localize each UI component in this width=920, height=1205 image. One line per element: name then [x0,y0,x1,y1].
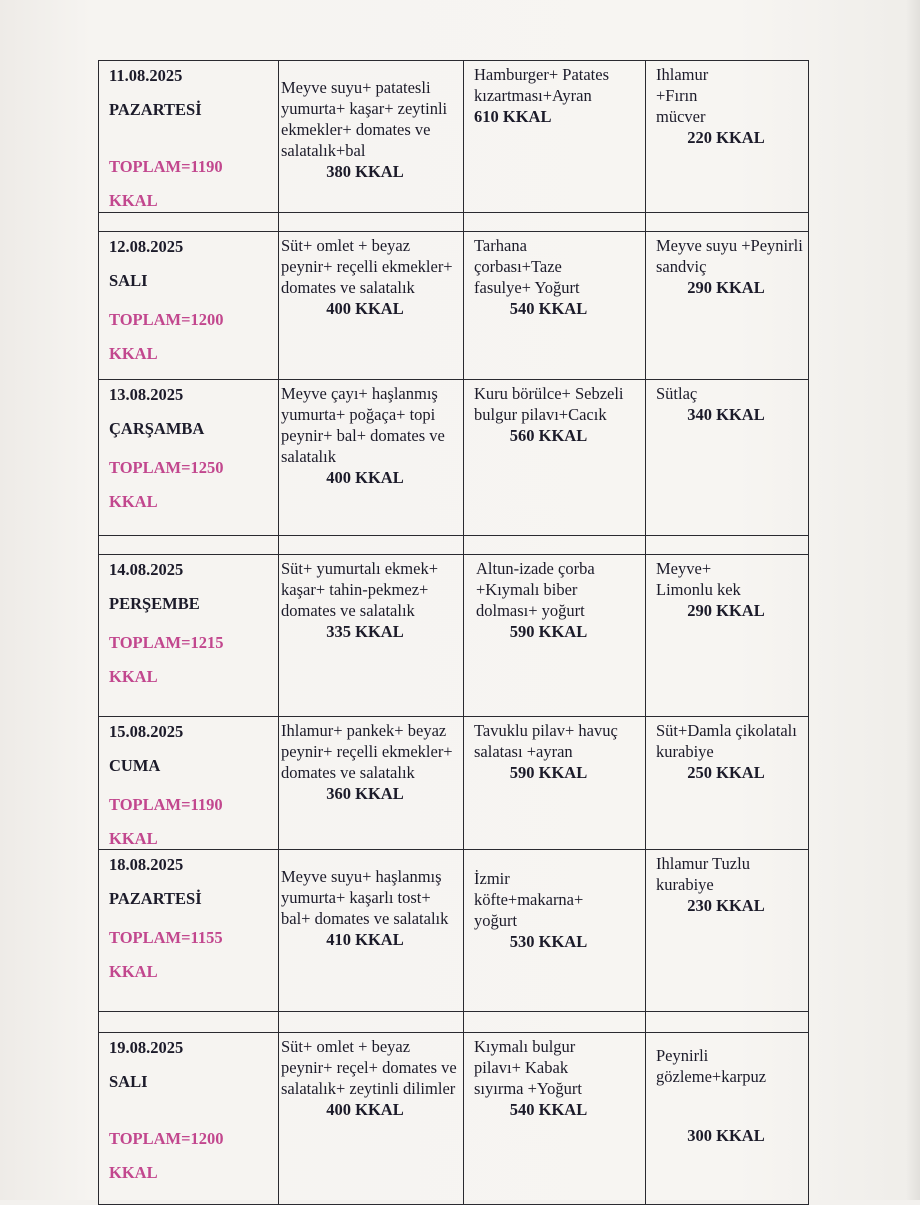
lunch-kcal: 540 KKAL [509,1100,588,1119]
snack-cell [646,61,809,213]
day-date: 14.08.2025 [109,560,184,579]
day-total: TOPLAM=1190 [109,157,223,176]
day-name: CUMA [109,756,161,775]
table-row [99,717,809,850]
day-cell [99,850,279,1012]
day-total: TOPLAM=1200 [109,1129,224,1148]
lunch-cell [464,717,646,850]
spacer-row [99,213,809,232]
lunch-kcal: 610 KKAL [474,107,552,126]
snack-text: Ihlamur +Fırın mücver [656,65,709,126]
day-total-unit: KKAL [109,492,158,511]
snack-text: Peynirli gözleme+karpuz [656,1046,767,1086]
breakfast-text: Meyve çayı+ haşlanmış yumurta+ poğaça+ topi peynir+ bal+ domates ve salatalık [281,384,445,466]
lunch-text: Hamburger+ Patates kızartması+Ayran [474,65,610,105]
snack-kcal: 340 KKAL [687,405,765,424]
meal-plan-table [98,60,809,1205]
lunch-kcal: 530 KKAL [509,932,588,951]
day-total: TOPLAM=1250 [109,458,224,477]
day-total: TOPLAM=1190 [109,795,223,814]
breakfast-text: Meyve suyu+ patatesli yumurta+ kaşar+ zeytinli ekmekler+ domates ve salatalık+bal [281,78,448,160]
day-date: 15.08.2025 [109,722,184,741]
breakfast-cell [279,1033,464,1205]
breakfast-text: Ihlamur+ pankek+ beyaz peynir+ reçelli ekmekler+ domates ve salatalık [281,721,453,782]
lunch-kcal: 540 KKAL [509,299,588,318]
breakfast-kcal: 400 KKAL [326,299,404,318]
snack-kcal: 230 KKAL [687,896,765,915]
breakfast-text: Meyve suyu+ haşlanmış yumurta+ kaşarlı tost+ bal+ domates ve salatalık [281,867,449,928]
day-total-unit: KKAL [109,667,158,686]
day-total-unit: KKAL [109,1163,158,1182]
lunch-kcal: 590 KKAL [509,763,588,782]
day-cell [99,1033,279,1205]
snack-kcal: 290 KKAL [687,601,765,620]
table-row [99,850,809,1012]
breakfast-text: Süt+ omlet + beyaz peynir+ reçelli ekmekler+ domates ve salatalık [281,236,453,297]
breakfast-kcal: 410 KKAL [326,930,404,949]
lunch-text: İzmir köfte+makarna+ yoğurt [474,869,584,930]
breakfast-cell [279,380,464,536]
lunch-text: Kıymalı bulgur pilavı+ Kabak sıyırma +Yoğurt [474,1037,583,1098]
breakfast-kcal: 380 KKAL [326,162,404,181]
lunch-kcal: 590 KKAL [509,622,588,641]
lunch-kcal: 560 KKAL [509,426,588,445]
lunch-text: Tavuklu pilav+ havuç salatası +ayran [474,721,618,761]
breakfast-cell [279,61,464,213]
day-name: SALI [109,1072,148,1091]
snack-cell [646,232,809,380]
lunch-text: Tarhana çorbası+Taze fasulye+ Yoğurt [474,236,580,297]
day-date: 11.08.2025 [109,66,183,85]
table-row [99,1033,809,1205]
snack-cell [646,380,809,536]
table-row [99,380,809,536]
day-total: TOPLAM=1200 [109,310,224,329]
snack-kcal: 220 KKAL [687,128,765,147]
day-total: TOPLAM=1155 [109,928,223,947]
snack-kcal: 300 KKAL [687,1126,765,1145]
breakfast-kcal: 335 KKAL [326,622,404,641]
day-total-unit: KKAL [109,829,158,848]
day-name: SALI [109,271,148,290]
day-date: 18.08.2025 [109,855,184,874]
day-name: PERŞEMBE [109,594,200,613]
snack-text: Süt+Damla çikolatalı kurabiye [656,721,797,761]
day-date: 13.08.2025 [109,385,184,404]
breakfast-cell [279,555,464,717]
lunch-cell [464,850,646,1012]
table-row [99,555,809,717]
snack-text: Meyve+ Limonlu kek [656,559,741,599]
lunch-cell [464,380,646,536]
day-cell [99,717,279,850]
snack-cell [646,850,809,1012]
day-total-unit: KKAL [109,191,158,210]
spacer-row [99,1012,809,1033]
day-cell [99,555,279,717]
day-date: 12.08.2025 [109,237,184,256]
table-row [99,232,809,380]
day-total: TOPLAM=1215 [109,633,224,652]
day-cell [99,232,279,380]
day-cell [99,380,279,536]
day-name: PAZARTESİ [109,889,202,908]
day-name: PAZARTESİ [109,100,202,119]
spacer-row [99,536,809,555]
day-date: 19.08.2025 [109,1038,184,1057]
breakfast-kcal: 400 KKAL [326,1100,404,1119]
snack-kcal: 290 KKAL [687,278,765,297]
day-name: ÇARŞAMBA [109,419,205,438]
breakfast-text: Süt+ omlet + beyaz peynir+ reçel+ domates ve salatalık+ zeytinli dilimler [281,1037,457,1098]
snack-cell [646,555,809,717]
breakfast-cell [279,850,464,1012]
day-total-unit: KKAL [109,962,158,981]
snack-text: Ihlamur Tuzlu kurabiye [656,854,750,894]
breakfast-kcal: 360 KKAL [326,784,404,803]
lunch-text: Altun-izade çorba +Kıymalı biber dolması+ yoğurt [476,559,595,620]
snack-text: Meyve suyu +Peynirli sandviç [656,236,803,276]
page-edge-shadow [906,0,920,1200]
lunch-cell [464,232,646,380]
snack-kcal: 250 KKAL [687,763,765,782]
lunch-cell [464,555,646,717]
breakfast-cell [279,232,464,380]
lunch-text: Kuru börülce+ Sebzeli bulgur pilavı+Cacık [474,384,624,424]
lunch-cell [464,1033,646,1205]
snack-cell [646,1033,809,1205]
snack-text: Sütlaç [656,384,698,403]
day-cell [99,61,279,213]
table-row [99,61,809,213]
day-total-unit: KKAL [109,344,158,363]
breakfast-kcal: 400 KKAL [326,468,404,487]
lunch-cell [464,61,646,213]
breakfast-text: Süt+ yumurtalı ekmek+ kaşar+ tahin-pekmez+ domates ve salatalık [281,559,439,620]
breakfast-cell [279,717,464,850]
snack-cell [646,717,809,850]
